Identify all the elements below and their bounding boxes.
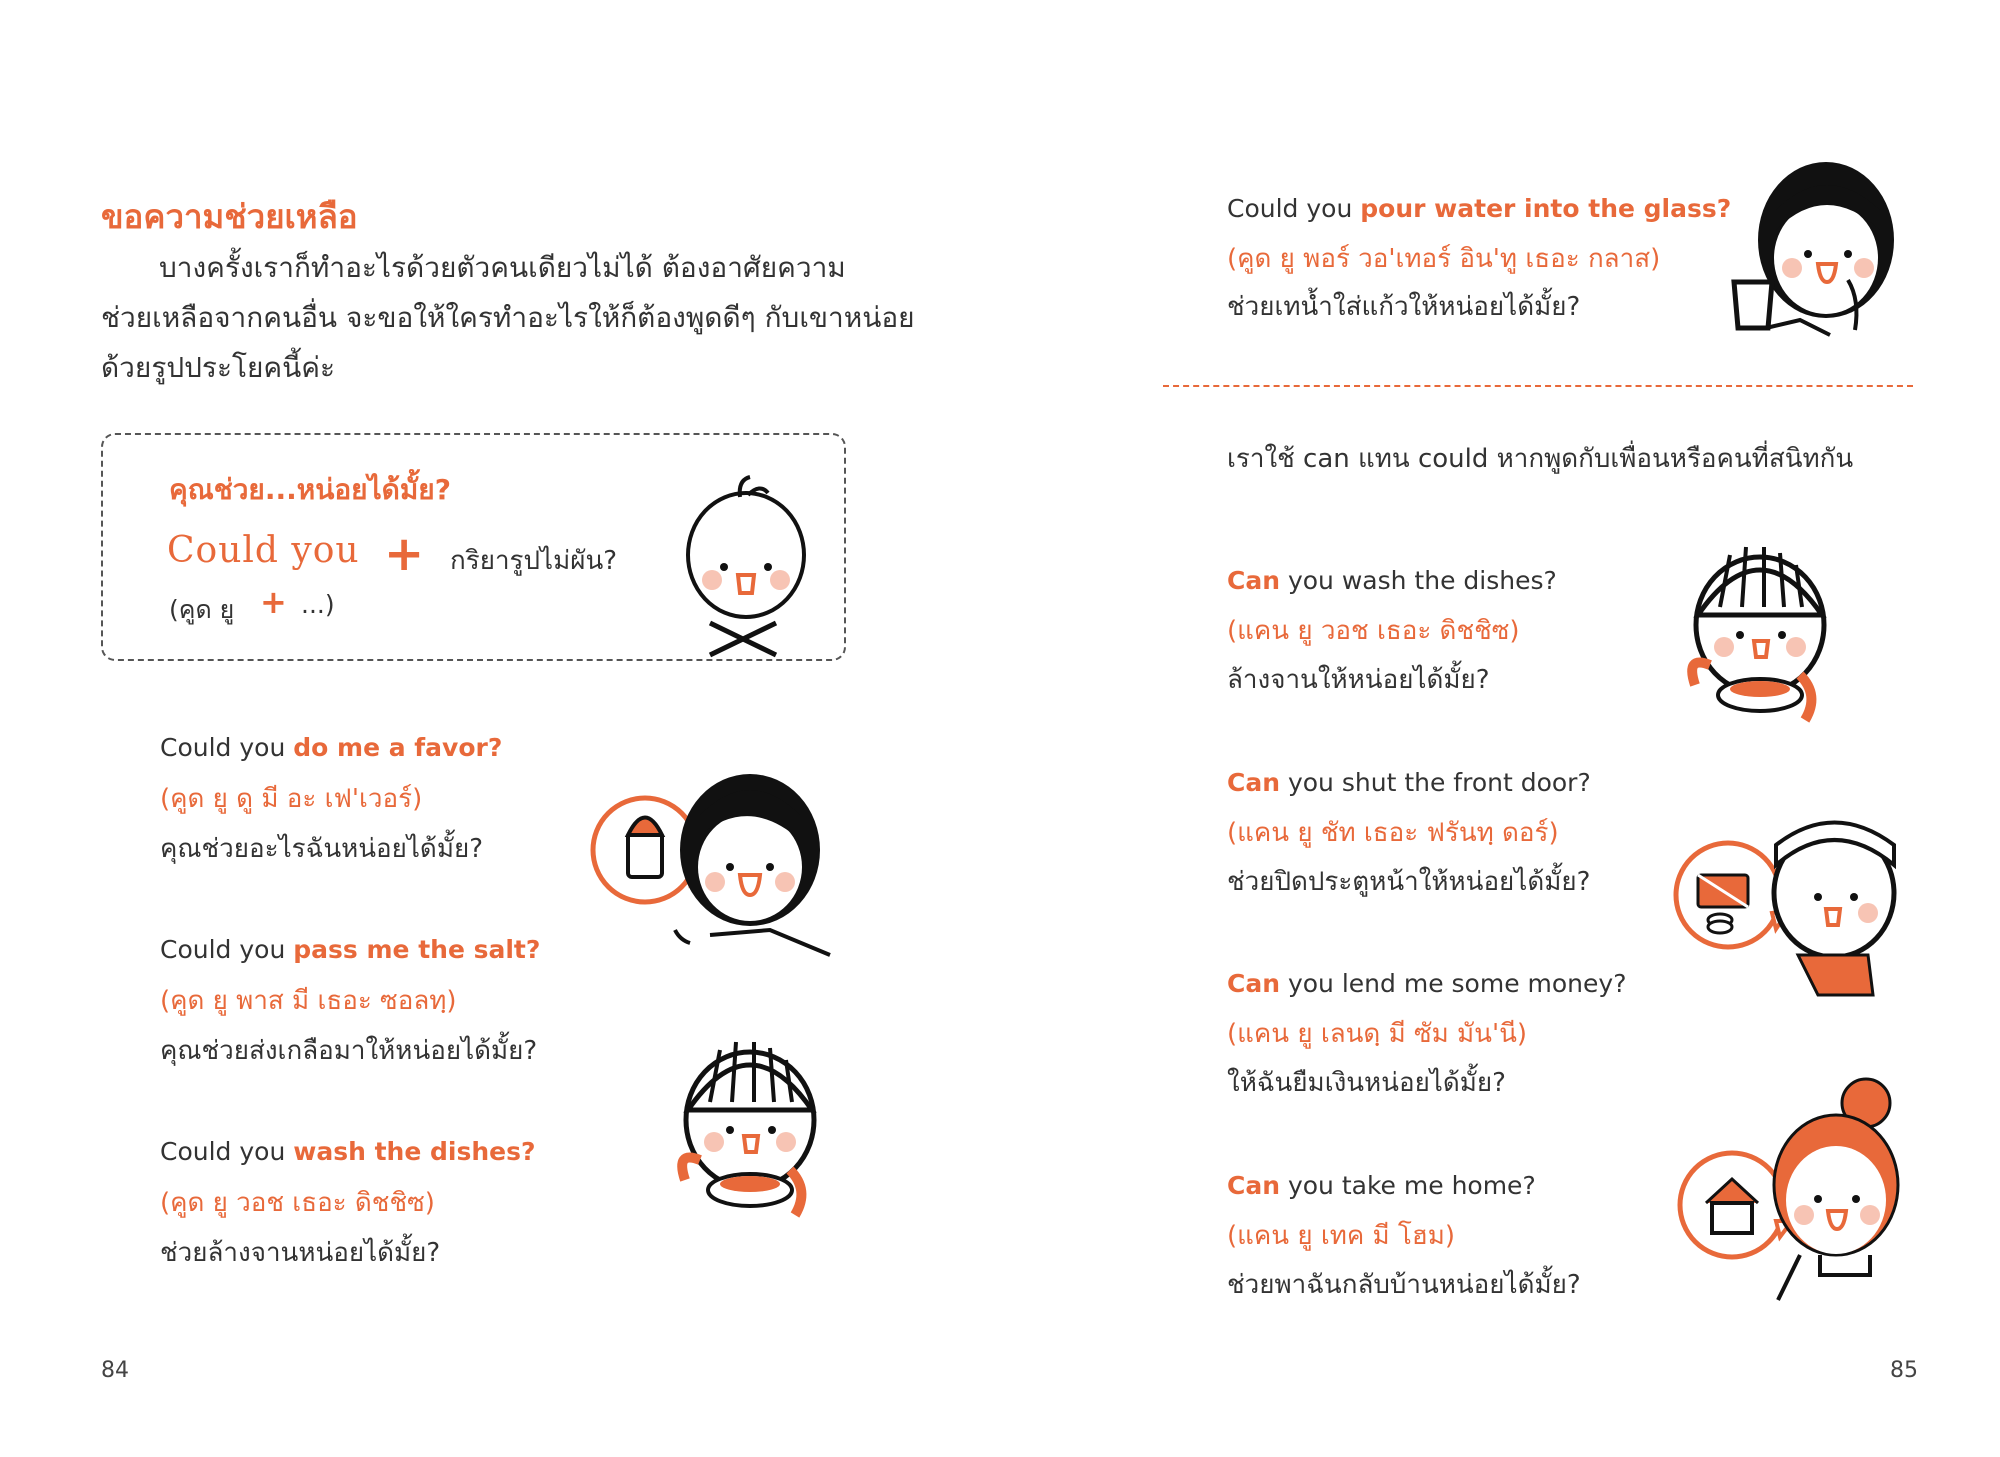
pattern-pronunciation: (คูด ยู <box>169 595 235 624</box>
intro-line-3: ด้วยรูปประโยคนี้ค่ะ <box>101 351 336 384</box>
phrase-1-prefix: Could you <box>160 733 286 762</box>
phrase-3-prefix: Could you <box>160 1137 286 1166</box>
can-phrase-2-highlight: Can <box>1227 768 1281 797</box>
can-phrase-4-rest: you take me home? <box>1287 1171 1536 1200</box>
can-phrase-2-english <box>1227 767 1591 799</box>
intro-line-1: บางครั้งเราก็ทำอะไรด้วยตัวคนเดียวไม่ได้ ต้องอาศัยความ <box>159 251 846 284</box>
top-phrase-pronunciation: (คูด ยู พอร์ วอ'เทอร์ อิน'ทู เธอะ กลาส) <box>1227 244 1661 274</box>
section-divider <box>1163 385 1913 387</box>
phrase-3-pronunciation: (คูด ยู วอช เธอะ ดิชชิซ) <box>160 1188 435 1218</box>
can-phrase-4-pronunciation: (แคน ยู เทค มี โฮม) <box>1227 1221 1456 1251</box>
can-phrase-4-thai: ช่วยพาฉันกลับบ้านหน่อยได้มั้ย? <box>1227 1270 1581 1300</box>
girl-glass-illustration <box>1730 160 1900 340</box>
can-phrase-1-pronunciation: (แคน ยู วอช เธอะ ดิชชิซ) <box>1227 616 1520 646</box>
pattern-title: คุณช่วย...หน่อยได้มั้ย? <box>169 473 451 506</box>
can-phrase-4-highlight: Can <box>1227 1171 1281 1200</box>
top-phrase-english <box>1227 193 1731 225</box>
phrase-2-prefix: Could you <box>160 935 286 964</box>
phrase-2-highlight: pass me the salt? <box>293 935 541 964</box>
top-phrase-prefix: Could you <box>1227 194 1353 223</box>
intro-line-2: ช่วยเหลือจากคนอื่น จะขอให้ใครทำอะไรให้ก็ต้องพูดดีๆ กับเขาหน่อย <box>101 301 915 334</box>
page-number-left: 84 <box>101 1358 129 1383</box>
can-phrase-2-rest: you shut the front door? <box>1287 768 1591 797</box>
top-phrase-thai: ช่วยเทน้ำใส่แก้วให้หน่อยได้มั้ย? <box>1227 292 1581 322</box>
can-note: เราใช้ can แทน could หากพูดกับเพื่อนหรือคนที่สนิทกัน <box>1227 444 1854 474</box>
phrase-3-thai: ช่วยล้างจานหน่อยได้มั้ย? <box>160 1238 441 1268</box>
pattern-plus-small: + <box>260 583 287 621</box>
phrase-1-thai: คุณช่วยอะไรฉันหน่อยได้มั้ย? <box>160 834 483 864</box>
phrase-2-thai: คุณช่วยส่งเกลือมาให้หน่อยได้มั้ย? <box>160 1036 538 1066</box>
phrase-2-pronunciation: (คูด ยู พาส มี เธอะ ซอลทฺ) <box>160 986 457 1016</box>
can-phrase-2-pronunciation: (แคน ยู ชัท เธอะ ฟรันทฺ ดอร์) <box>1227 818 1559 848</box>
page-number-right: 85 <box>1890 1358 1918 1383</box>
woman-home-illustration <box>1670 1075 1910 1305</box>
can-phrase-1-highlight: Can <box>1227 566 1281 595</box>
pattern-ellipsis: ...) <box>301 590 335 619</box>
phrase-1-pronunciation: (คูด ยู ดู มี อะ เฟ'เวอร์) <box>160 784 423 814</box>
can-phrase-3-rest: you lend me some money? <box>1287 969 1627 998</box>
phrase-2-english <box>160 934 540 966</box>
phrase-1-highlight: do me a favor? <box>293 733 503 762</box>
can-phrase-3-english <box>1227 968 1626 1000</box>
can-phrase-4-english <box>1227 1170 1536 1202</box>
man-money-illustration <box>1668 805 1908 1005</box>
can-phrase-3-pronunciation: (แคน ยู เลนดฺ มี ซัม มัน'นี) <box>1227 1019 1528 1049</box>
egg-character-illustration <box>680 475 820 665</box>
phrase-3-english <box>160 1136 536 1168</box>
can-phrase-1-rest: you wash the dishes? <box>1287 566 1557 595</box>
phrase-3-highlight: wash the dishes? <box>293 1137 536 1166</box>
phrase-1-english <box>160 732 502 764</box>
top-phrase-highlight: pour water into the glass? <box>1360 194 1732 223</box>
can-phrase-1-english <box>1227 565 1557 597</box>
can-phrase-3-thai: ให้ฉันยืมเงินหน่อยได้มั้ย? <box>1227 1068 1506 1098</box>
girl-salt-illustration <box>590 755 850 965</box>
can-phrase-2-thai: ช่วยปิดประตูหน้าให้หน่อยได้มั้ย? <box>1227 867 1591 897</box>
can-phrase-1-thai: ล้างจานให้หน่อยได้มั้ย? <box>1227 665 1490 695</box>
pattern-plus: + <box>384 526 425 582</box>
boy-dishes-illustration-right <box>1680 535 1840 725</box>
section-heading: ขอความช่วยเหลือ <box>101 197 358 236</box>
can-phrase-3-highlight: Can <box>1227 969 1281 998</box>
pattern-could-you: Could you <box>167 530 360 571</box>
boy-dishes-illustration <box>670 1030 830 1220</box>
pattern-verb-hint: กริยารูปไม่ผัน? <box>450 546 618 576</box>
